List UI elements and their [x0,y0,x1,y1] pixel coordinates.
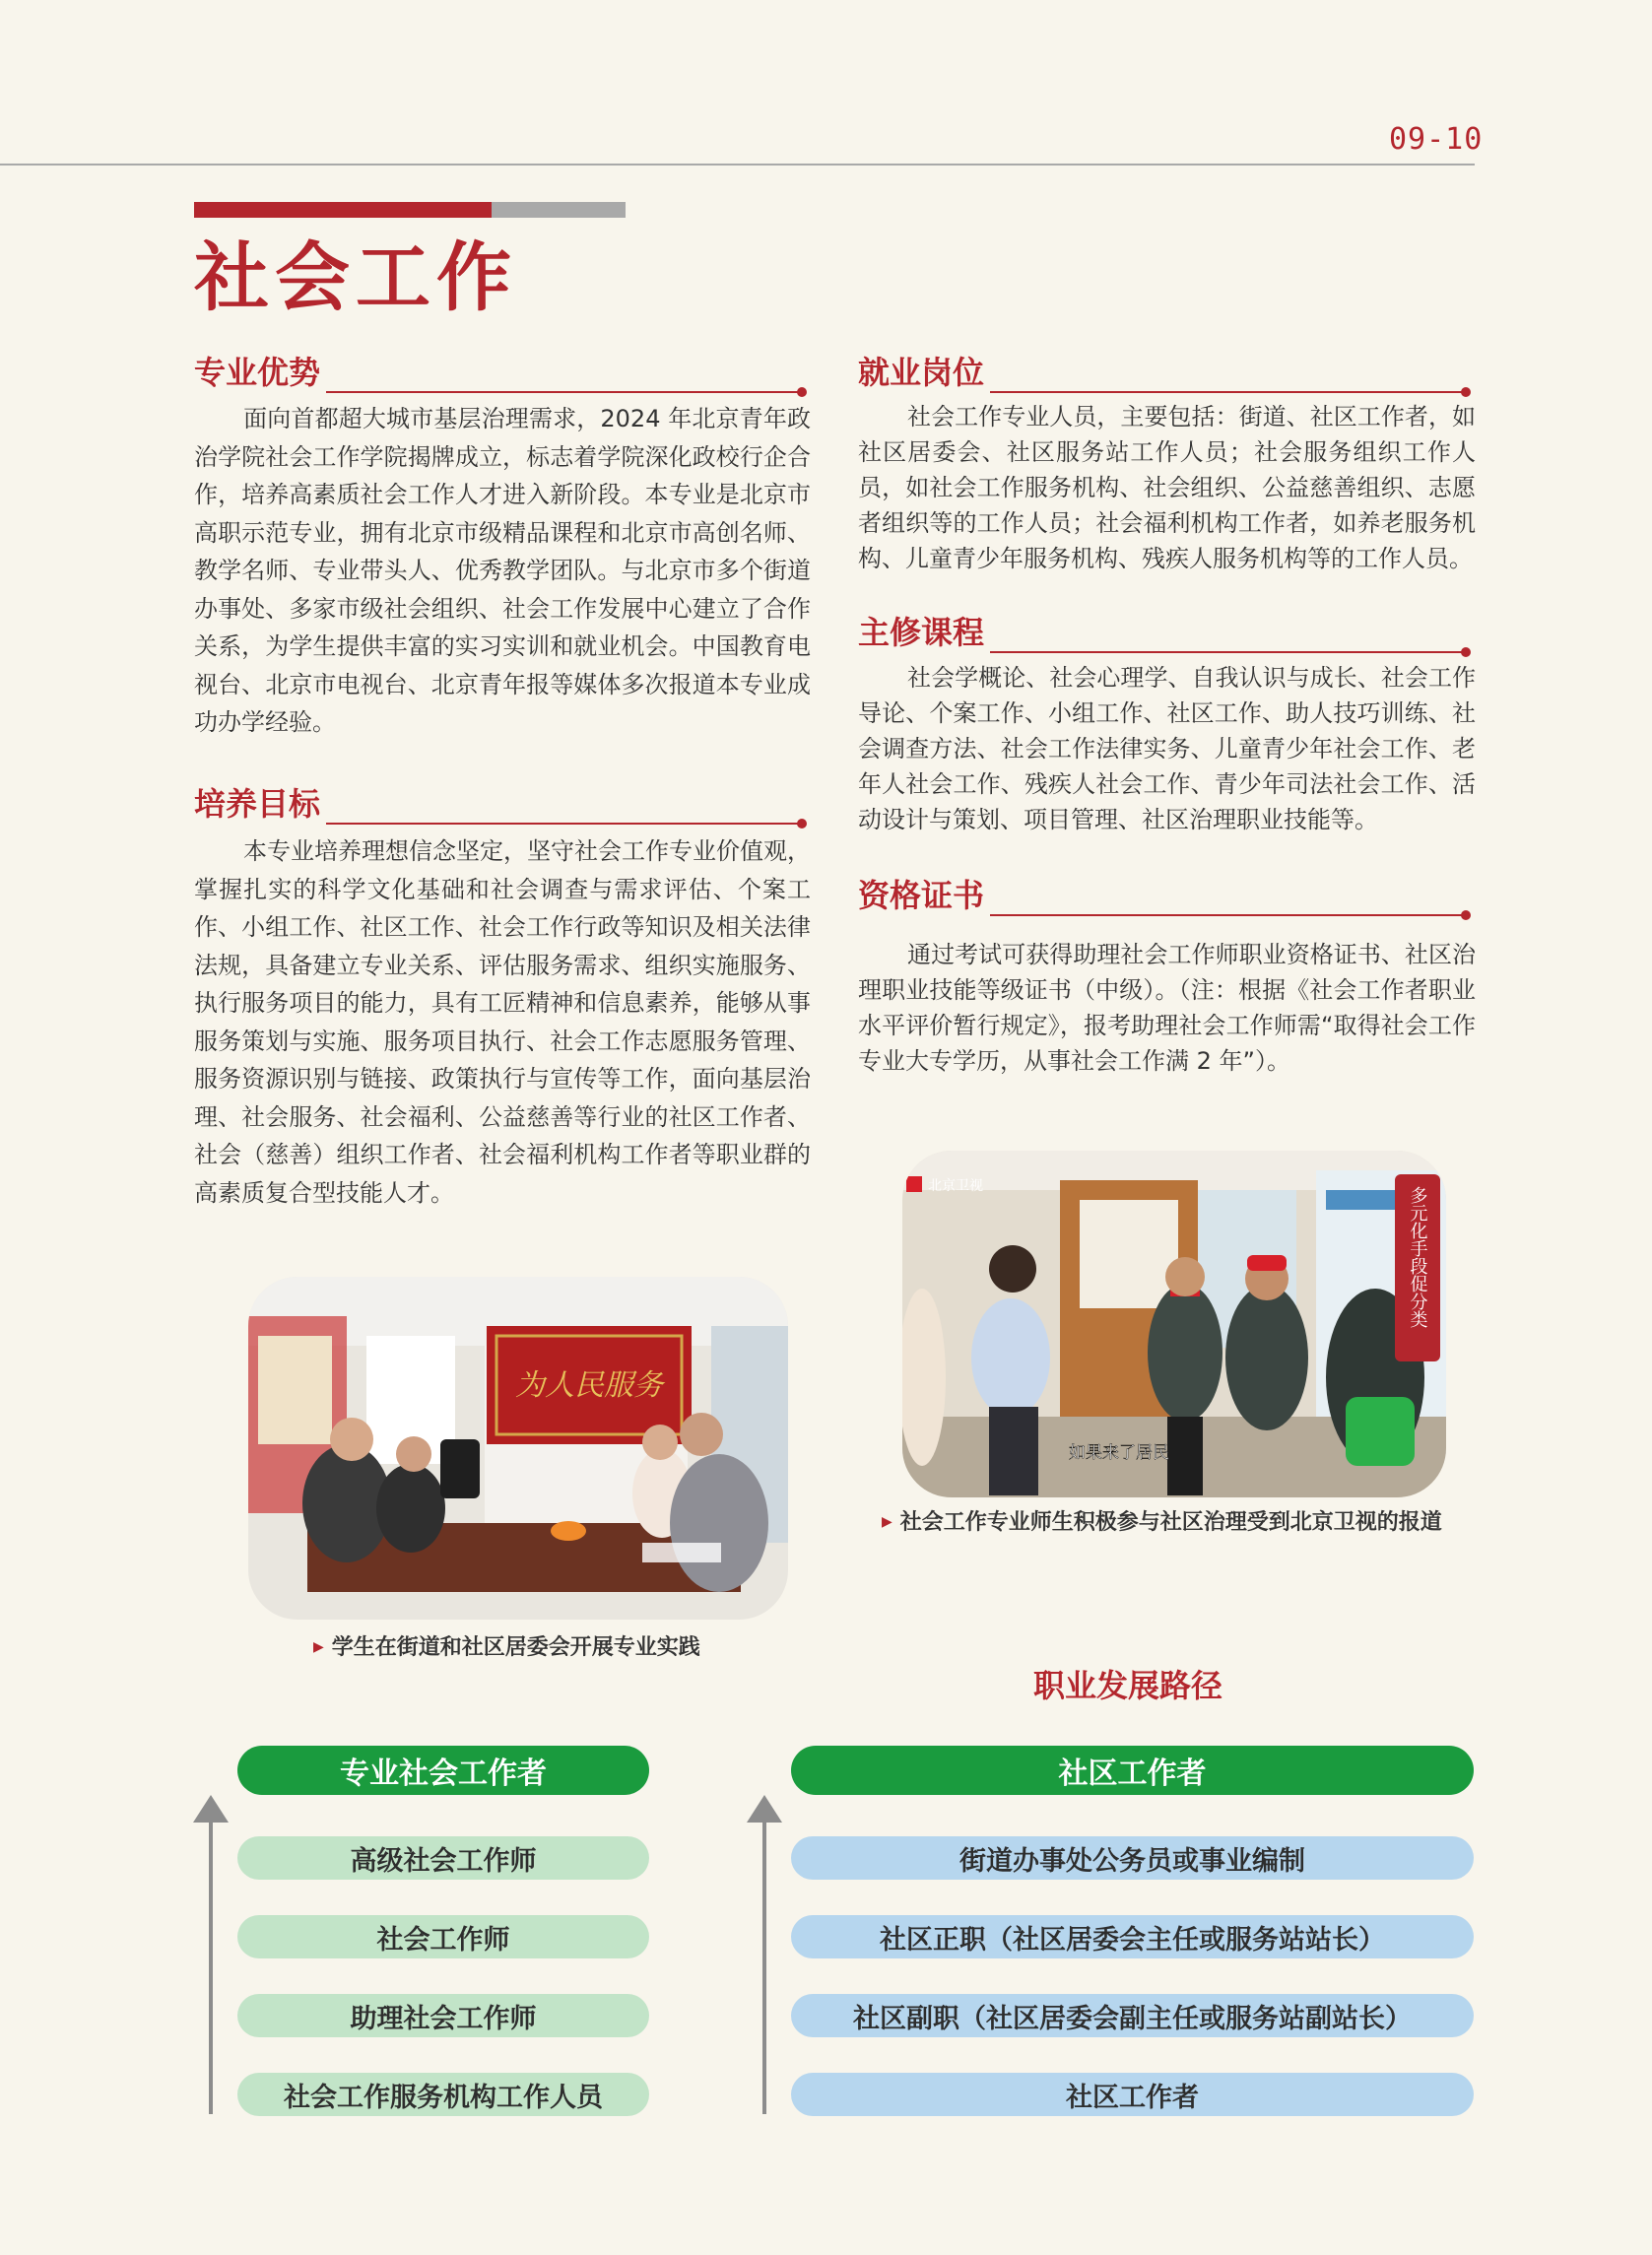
career-right-step: 社区正职（社区居委会主任或服务站站长） [791,1915,1474,1958]
section-title: 资格证书 [858,877,985,914]
section-title: 培养目标 [194,785,321,823]
page-title: 社会工作 [194,233,517,321]
career-left-step: 高级社会工作师 [237,1836,649,1880]
title-accent-bar-gray [492,202,626,218]
career-left-step: 社会工作服务机构工作人员 [237,2073,649,2116]
practice-photo-caption: ▶ 学生在街道和社区居委会开展专业实践 [313,1634,700,1660]
heading-rule [990,391,1463,393]
banner-text: 为人民服务 [515,1368,663,1403]
heading-dot [1461,910,1471,920]
section-title: 就业岗位 [858,354,985,391]
section-heading-advantage [194,351,811,400]
career-right-step: 社区副职（社区居委会副主任或服务站副站长） [791,1994,1474,2037]
section-heading-jobs [858,351,1476,400]
caption-triangle-icon: ▶ [882,1514,892,1530]
title-accent-bar [194,202,492,218]
heading-rule [990,651,1463,653]
career-right-step: 街道办事处公务员或事业编制 [791,1836,1474,1880]
heading-rule [326,823,799,825]
section-heading-goal [194,782,811,831]
career-right-top: 社区工作者 [791,1746,1474,1795]
heading-rule [990,914,1463,916]
section-title: 主修课程 [858,614,985,651]
video-subtitle: 如果来了居民 [1069,1443,1169,1463]
section-heading-certificates [858,874,1476,923]
career-left-step: 社会工作师 [237,1915,649,1958]
practice-photo [248,1277,788,1620]
section-title: 专业优势 [194,354,321,391]
jobs-text: 社会工作专业人员，主要包括：街道、社区工作者，如社区居委会、社区服务站工作人员；社会服务组织工作人员，如社会工作服务机构、社会组织、公益慈善组织、志愿者组织等的工作人员；社会福利机构工作者，如养老服务机构、儿童青少年服务机构、残疾人服务机构等的工作人员。 [858,403,1476,572]
heading-dot [1461,387,1471,397]
heading-dot [797,387,807,397]
arrow-shaft [762,1819,766,2114]
tv-report-photo [902,1151,1446,1497]
tv-photo-caption: ▶ 社会工作专业师生积极参与社区治理受到北京卫视的报道 [882,1509,1442,1535]
page-number: 09-10 [1389,122,1484,157]
heading-rule [326,391,799,393]
career-left-top: 专业社会工作者 [237,1746,649,1795]
heading-dot [1461,647,1471,657]
advantage-text: 面向首都超大城市基层治理需求，2024 年北京青年政治学院社会工作学院揭牌成立，标志着学院深化政校行企合作，培养高素质社会工作人才进入新阶段。本专业是北京市高职示范专业，拥有北京市级精品课程和北京市高创名师、教学名师、专业带头人、优秀教学团队。与北京市多个街道办事处、多家市级社会组织、社会工作发展中心建立了合作关系，为学生提供丰富的实习实训和就业机会。中国教育电视台、北京市电视台、北京青年报等媒体多次报道本专业成功办学经验。 [194,405,811,736]
section-heading-courses [858,611,1476,660]
career-left-step: 助理社会工作师 [237,1994,649,2037]
arrow-shaft [209,1819,213,2114]
career-path-title: 职业发展路径 [1033,1667,1223,1704]
tv-logo-text: 北京卫视 [928,1178,983,1194]
heading-dot [797,819,807,829]
courses-text: 社会学概论、社会心理学、自我认识与成长、社会工作导论、个案工作、小组工作、社区工作、助人技巧训练、社会调查方法、社会工作法律实务、儿童青少年社会工作、老年人社会工作、残疾人社会工作、青少年司法社会工作、活动设计与策划、项目管理、社区治理职业技能等。 [858,664,1476,833]
header-divider [0,164,1475,166]
goal-text: 本专业培养理想信念坚定，坚守社会工作专业价值观，掌握扎实的科学文化基础和社会调查与需求评估、个案工作、小组工作、社区工作、社会工作行政等知识及相关法律法规，具备建立专业关系、评估服务需求、组织实施服务、执行服务项目的能力，具有工匠精神和信息素养，能够从事服务策划与实施、服务项目执行、社会工作志愿服务管理、服务资源识别与链接、政策执行与宣传等工作，面向基层治理、社会服务、社会福利、公益慈善等行业的社区工作者、社会（慈善）组织工作者、社会福利机构工作者等职业群的高素质复合型技能人才。 [194,837,811,1207]
career-right-step: 社区工作者 [791,2073,1474,2116]
caption-triangle-icon: ▶ [313,1639,324,1655]
certificates-text: 通过考试可获得助理社会工作师职业资格证书、社区治理职业技能等级证书（中级）。（注：根据《社会工作者职业水平评价暂行规定》，报考助理社会工作师需“取得社会工作专业大专学历，从事社会工作满 2 年”）。 [858,941,1476,1075]
side-tag-text: 多元化手段促分类 [1407,1186,1428,1328]
